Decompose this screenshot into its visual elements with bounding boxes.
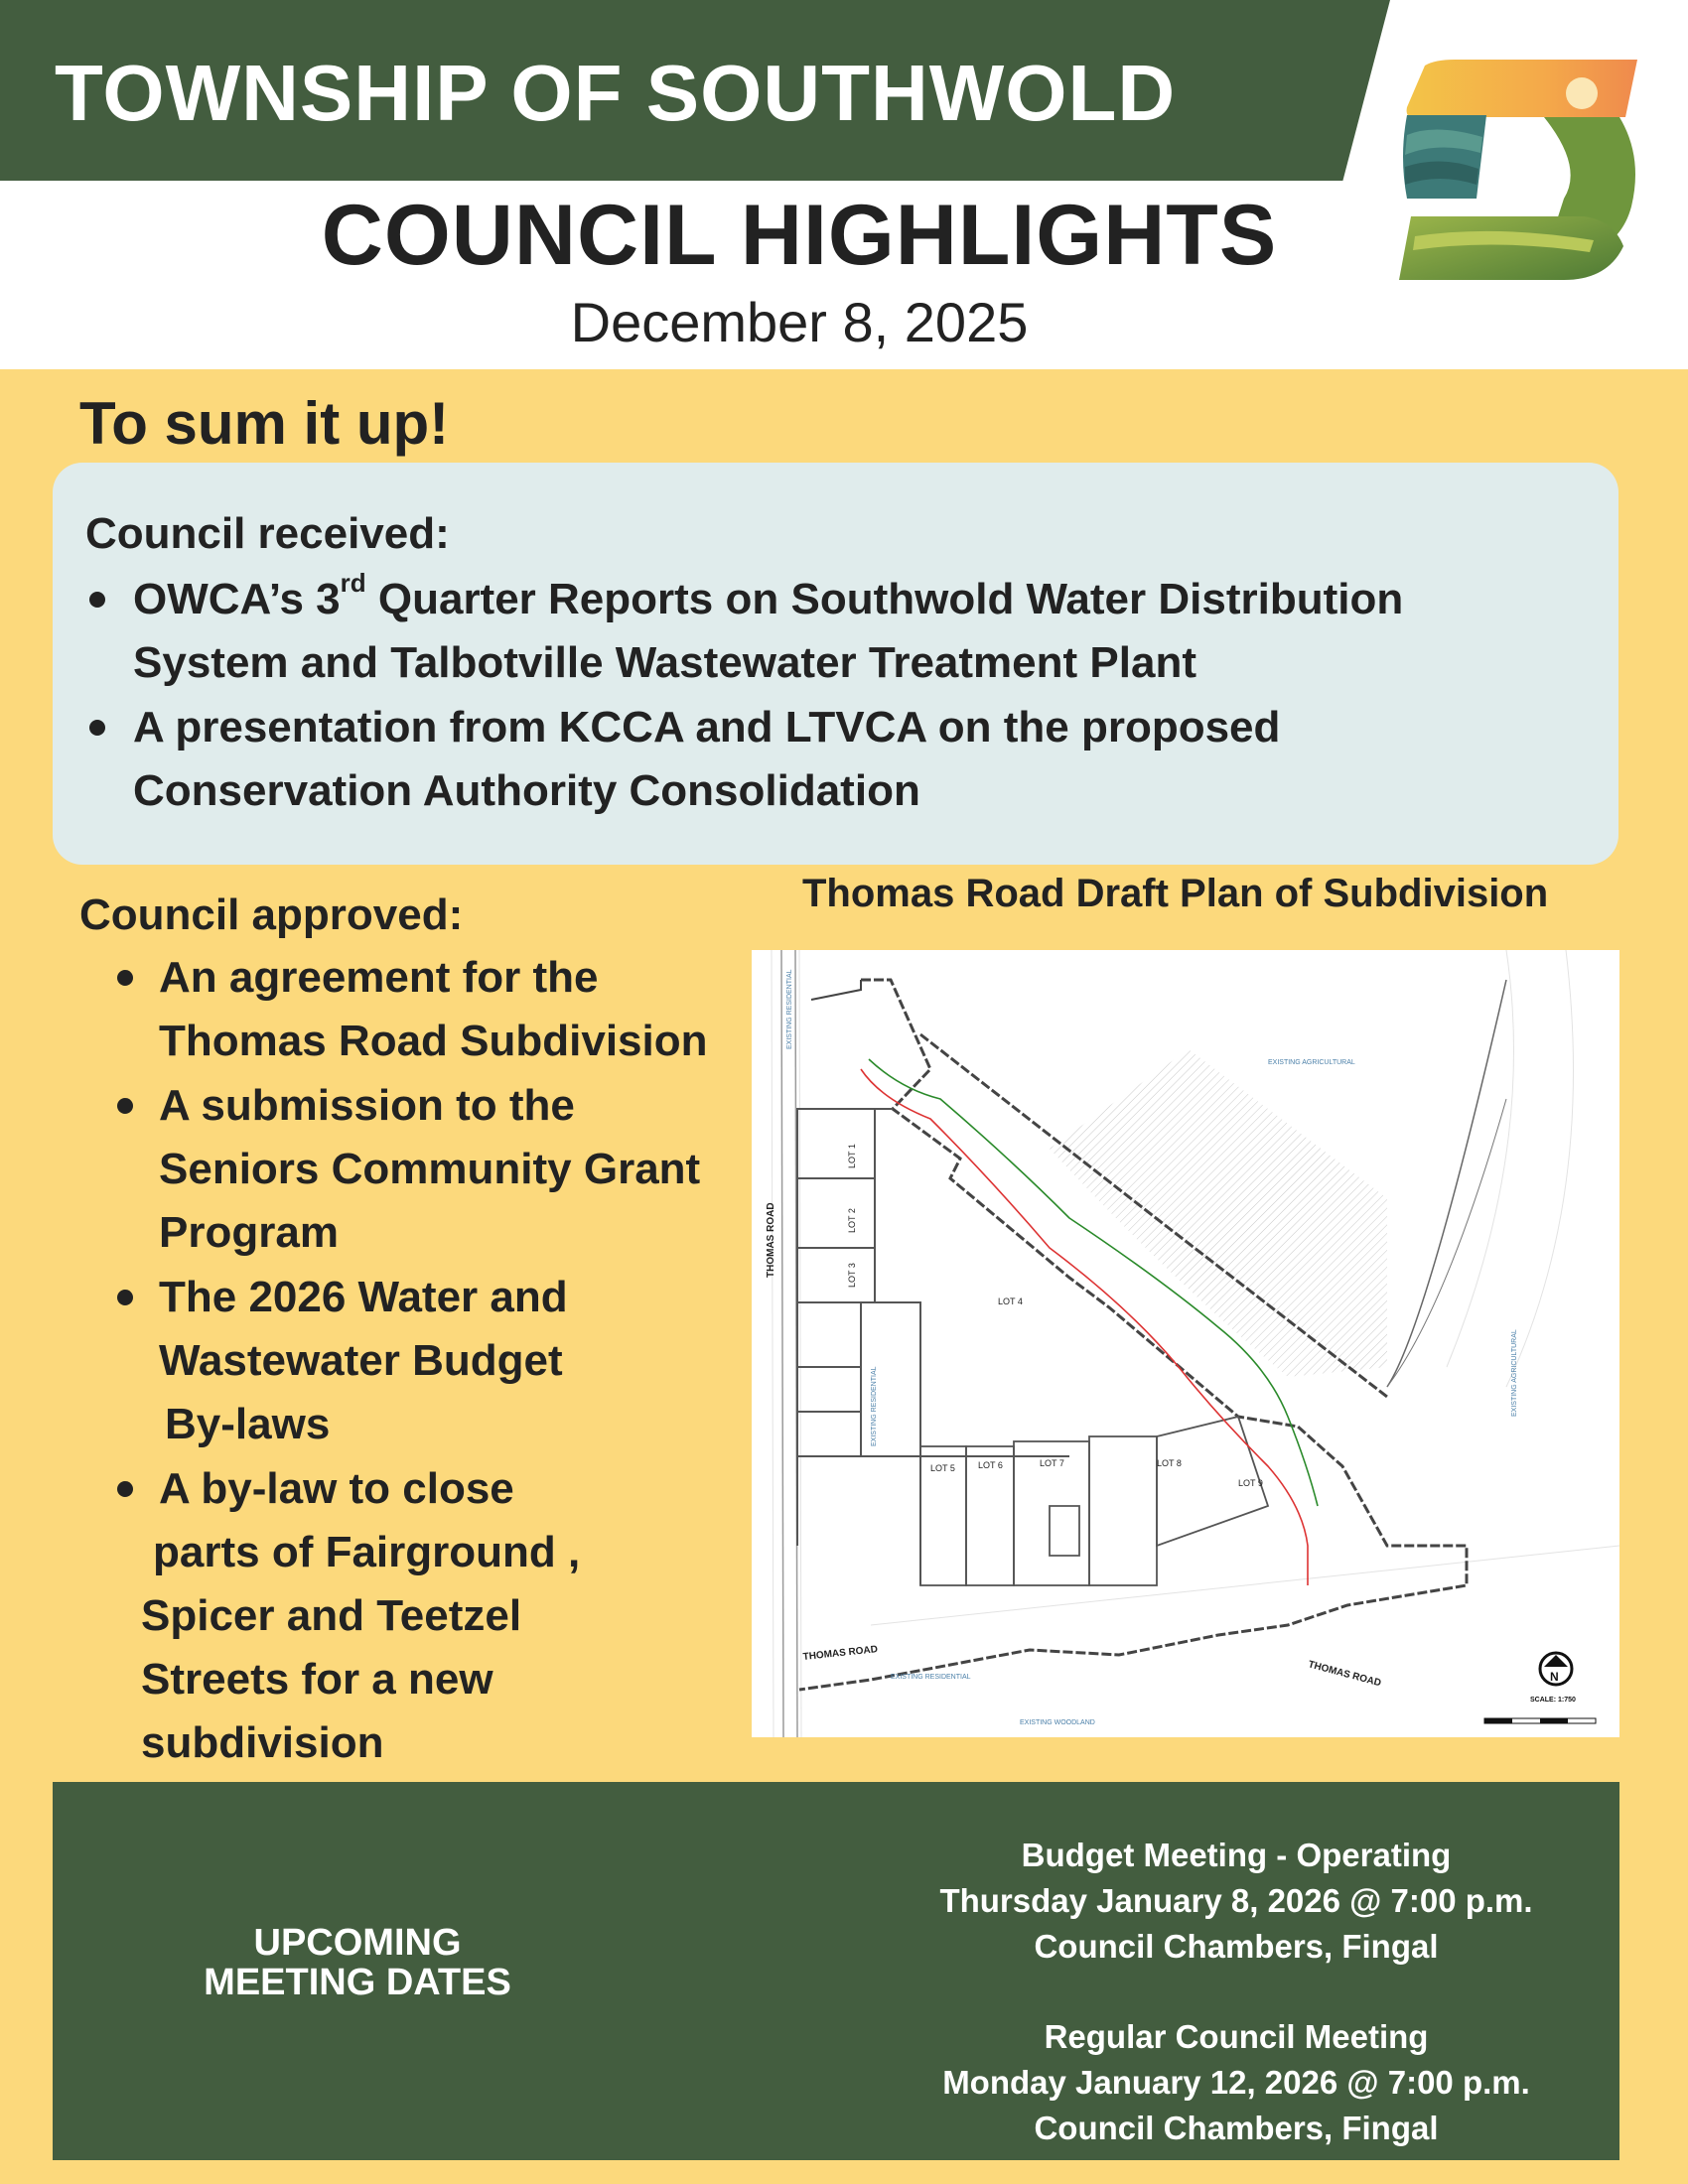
approved-item-text: Thomas Road Subdivision [159, 1017, 708, 1065]
approved-item [117, 1266, 753, 1456]
plan-lot-label: LOT 9 [1238, 1478, 1263, 1488]
approved-item-text: Spicer and Teetzel [141, 1591, 522, 1640]
received-item-text: OWCA’s 3 [133, 575, 341, 623]
approved-item-text: By-laws [165, 1400, 331, 1448]
approved-item-text: Wastewater Budget [159, 1336, 563, 1385]
plan-zone-label: EXISTING RESIDENTIAL [871, 1366, 878, 1446]
council-highlights-title: COUNCIL HIGHLIGHTS [321, 188, 1278, 283]
approved-item-text: Streets for a new [141, 1655, 493, 1704]
received-item-text: System and Talbotville Wastewater Treatment Plant [133, 638, 1196, 687]
meeting-entry [904, 1833, 1569, 1970]
plan-road-label: THOMAS ROAD [802, 1644, 879, 1663]
meeting-datetime: Thursday January 8, 2026 @ 7:00 p.m. [939, 1882, 1533, 1919]
plan-lot-label: LOT 7 [1040, 1458, 1064, 1468]
upcoming-label-line: UPCOMING [253, 1922, 462, 1964]
approved-item-text: A submission to the [159, 1081, 575, 1130]
township-title: TOWNSHIP OF SOUTHWOLD [55, 49, 1177, 137]
received-item [89, 568, 1529, 695]
plan-lot-label: LOT 4 [998, 1297, 1023, 1306]
approved-item-text: Seniors Community Grant [159, 1145, 701, 1193]
received-item-text: A presentation from KCCA and LTVCA on the proposed [133, 703, 1281, 751]
approved-item-text: parts of Fairground , [153, 1528, 581, 1576]
plan-road-label: THOMAS ROAD [1307, 1659, 1383, 1690]
meeting-entry [904, 2014, 1569, 2151]
bullet-icon [117, 1098, 133, 1114]
plan-zone-label: EXISTING AGRICULTURAL [1268, 1059, 1355, 1066]
plan-lot-label: LOT 3 [847, 1263, 857, 1288]
bullet-icon [89, 592, 105, 608]
meeting-location: Council Chambers, Fingal [1034, 2110, 1439, 2146]
plan-zone-label: EXISTING WOODLAND [1020, 1719, 1095, 1726]
bullet-icon [117, 1290, 133, 1305]
plan-title: Thomas Road Draft Plan of Subdivision [802, 872, 1549, 915]
approved-item-text: Program [159, 1208, 339, 1257]
plan-lot-label: LOT 5 [930, 1463, 955, 1473]
meeting-location: Council Chambers, Fingal [1034, 1928, 1439, 1965]
meeting-name: Budget Meeting - Operating [1021, 1837, 1452, 1873]
ordinal-superscript: rd [340, 568, 366, 599]
svg-text:N: N [1550, 1670, 1559, 1684]
summary-heading: To sum it up! [79, 390, 450, 457]
received-item-text: Quarter Reports on Southwold Water Distribution [365, 575, 1404, 623]
plan-lot-label: LOT 8 [1157, 1458, 1182, 1468]
approved-item-text: subdivision [141, 1718, 384, 1767]
approved-item [117, 1457, 753, 1775]
north-arrow-icon [1540, 1653, 1572, 1685]
upcoming-label-line: MEETING DATES [204, 1962, 511, 2003]
approved-item-text: The 2026 Water and [159, 1273, 568, 1321]
plan-lot-label: LOT 1 [847, 1144, 857, 1168]
meeting-date: December 8, 2025 [570, 291, 1029, 353]
plan-zone-label: EXISTING AGRICULTURAL [1511, 1329, 1518, 1417]
bullet-icon [117, 970, 133, 986]
received-item [89, 696, 1529, 823]
upcoming-meetings-label [159, 1923, 556, 2002]
council-received-heading: Council received: [85, 509, 450, 558]
plan-lot-label: LOT 6 [978, 1460, 1003, 1470]
bullet-icon [89, 720, 105, 736]
approved-item-text: A by-law to close [159, 1464, 514, 1513]
plan-zone-label: EXISTING RESIDENTIAL [786, 969, 793, 1049]
meeting-name: Regular Council Meeting [1044, 2018, 1429, 2055]
approved-item [117, 946, 753, 1073]
subdivision-plan-map [752, 950, 1619, 1737]
received-item-text: Conservation Authority Consolidation [133, 766, 920, 815]
bullet-icon [117, 1481, 133, 1497]
approved-item-text: An agreement for the [159, 953, 599, 1002]
meeting-datetime: Monday January 12, 2026 @ 7:00 p.m. [942, 2064, 1530, 2101]
approved-item [117, 1074, 753, 1265]
plan-zone-label: EXISTING RESIDENTIAL [891, 1674, 971, 1681]
scale-bar [1484, 1718, 1596, 1723]
council-approved-heading: Council approved: [79, 890, 464, 939]
plan-scale-label: SCALE: 1:750 [1530, 1697, 1576, 1704]
plan-road-label: THOMAS ROAD [766, 1202, 776, 1278]
plan-lot-label: LOT 2 [847, 1208, 857, 1233]
